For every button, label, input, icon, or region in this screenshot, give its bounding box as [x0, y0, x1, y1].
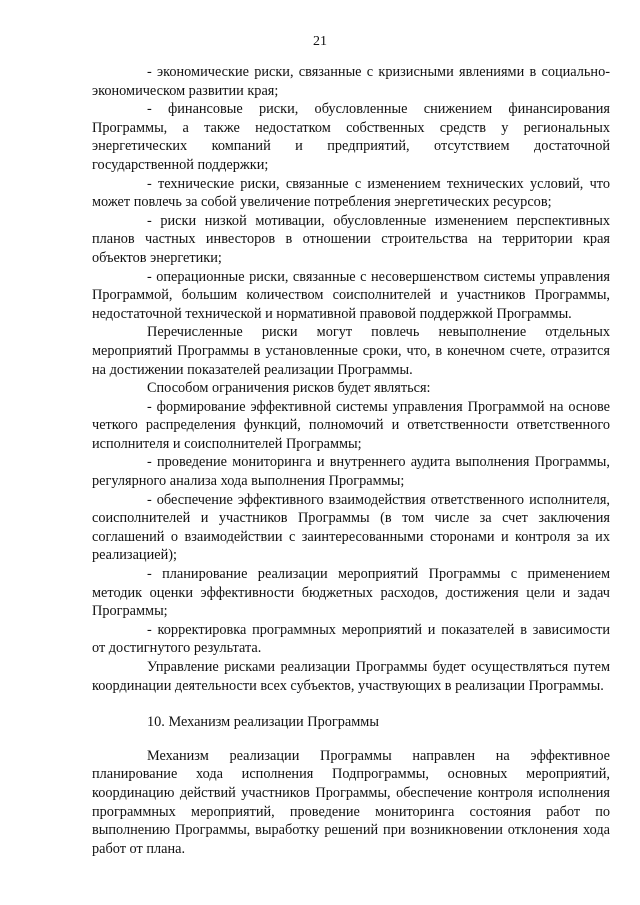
paragraph-monitoring-audit: - проведение мониторинга и внутреннего аудита выполнения Программы, регулярного анализа хода выполнения Программы; [92, 454, 610, 490]
paragraph-risk-management: Управление рисками реализации Программы будет осуществляться путем координации деятельности всех субъектов, участвующих в реализации Программы. [92, 659, 610, 694]
paragraph-operational-risks: - операционные риски, связанные с несовершенством системы управления Программой, большим количеством соисполнителей и участников Программы, недостаточной технической и нормативной правовой поддержкой Программы. [92, 268, 610, 322]
paragraph-planning: - планирование реализации мероприятий Программы с применением методик оценки эффективности бюджетных расходов, достижения цели и задач Программы; [92, 566, 610, 620]
section-heading: 10. Механизм реализации Программы [147, 714, 379, 731]
page-number: 21 [313, 34, 327, 49]
paragraph-management-system: - формирование эффективной системы управления Программой на основе четкого распределения функций, полномочий и ответственности ответственного исполнителя и соисполнителей Программы; [92, 398, 610, 452]
paragraph-technical-risks: - технические риски, связанные с изменением технических условий, что может повлечь за собой увеличение потребления энергетических ресурсов; [92, 175, 610, 211]
paragraph-motivation-risks: - риски низкой мотивации, обусловленные изменением перспективных планов частных инвесторов в отношении строительства на территории края объектов энергетики; [92, 212, 610, 266]
paragraph-financial-risks: - финансовые риски, обусловленные снижением финансирования Программы, а также недостатком собственных средств у региональных энергетических компаний и предприятий, отсутствием достаточной государственной поддержки; [92, 101, 610, 173]
paragraph-risks-consequence: Перечисленные риски могут повлечь невыполнение отдельных мероприятий Программы в установленные сроки, что, в конечном счете, отразится на достижении показателей реализации Программы. [92, 324, 610, 378]
document-body [92, 63, 610, 858]
paragraph-risk-limitation-intro: Способом ограничения рисков будет являться: [147, 380, 431, 397]
paragraph-interaction: - обеспечение эффективного взаимодействия ответственного исполнителя, соисполнителей и участников Программы (в том числе за счет заключения соглашений о взаимодействии с заинтересованными сторонами и контроля за их реализацией); [92, 491, 610, 564]
paragraph-adjustment: - корректировка программных мероприятий и показателей в зависимости от достигнутого результата. [92, 621, 610, 657]
paragraph-economic-risks: - экономические риски, связанные с кризисными явлениями в социально-экономическом развитии края; [92, 64, 610, 99]
section-paragraph: Механизм реализации Программы направлен на эффективное планирование хода исполнения Подпрограммы, основных мероприятий, координацию действий участников Программы, обеспечение контроля исполнения программных мероприятий, проведение мониторинга состояния работ по выполнению Программы, выработку решений при возникновении отклонения хода работ от плана. [92, 747, 610, 857]
